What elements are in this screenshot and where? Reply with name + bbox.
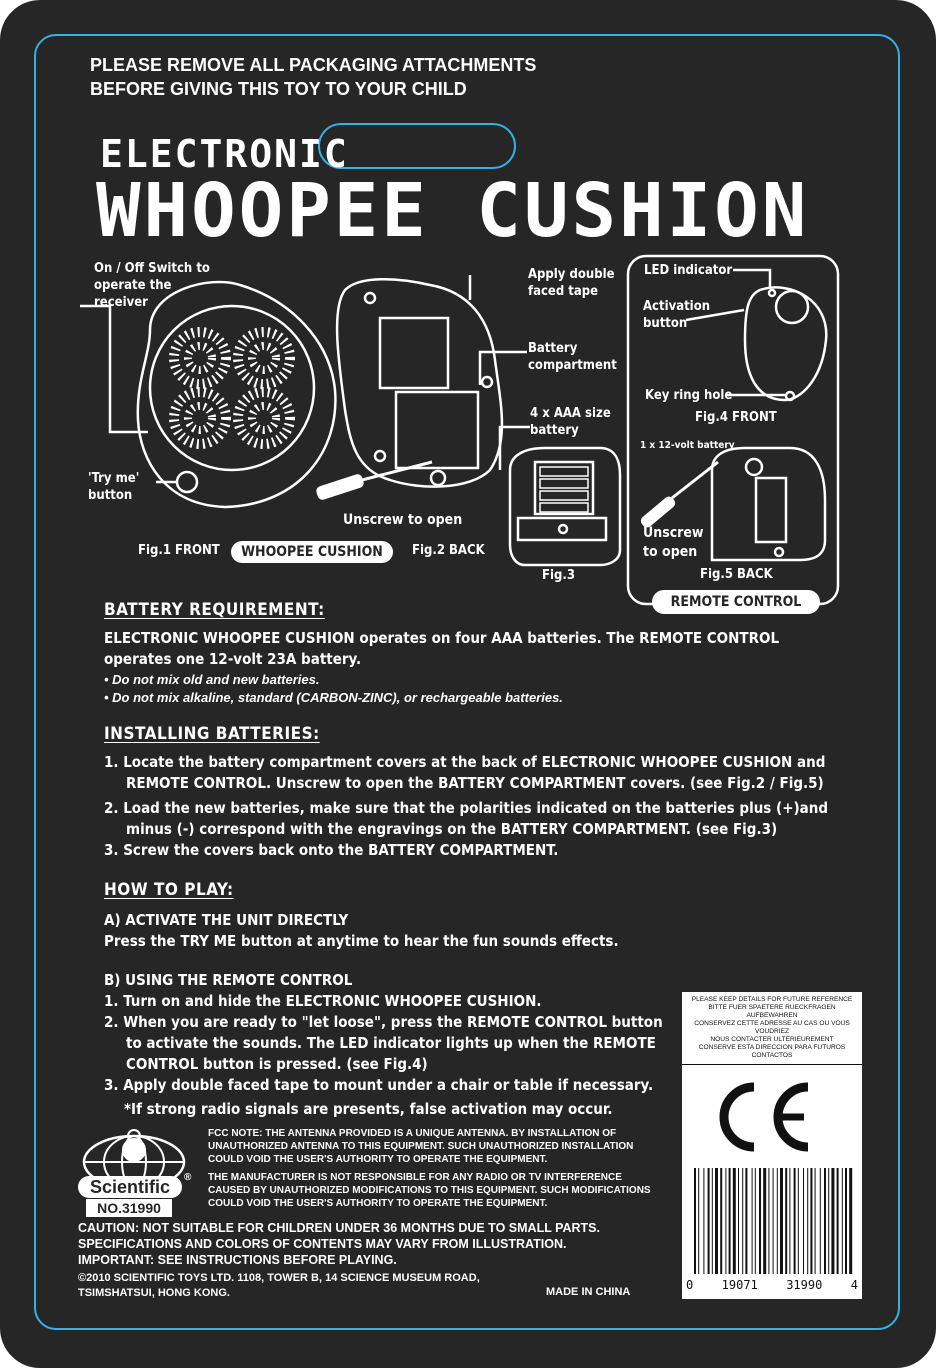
barcode-bar: [810, 1168, 812, 1274]
unscrew-label: Unscrew to open: [343, 512, 463, 528]
tape-label: Apply double faced tape: [528, 267, 615, 299]
keep-line: PLEASE KEEP DETAILS FOR FUTURE REFERENCE: [691, 996, 853, 1003]
battery-requirement-text: ELECTRONIC WHOOPEE CUSHION operates on four AAA batteries. The REMOTE CONTROL operates one 12-volt 23A battery.: [104, 629, 780, 668]
barcode-bar: [725, 1168, 726, 1274]
installing-steps: [104, 752, 839, 861]
barcode-bar: [738, 1168, 739, 1274]
barcode-bar: [752, 1168, 753, 1274]
copyright-line: ©2010 SCIENTIFIC TOYS LTD. 1108, TOWER B, 14 SCIENCE MUSEUM ROAD,: [78, 1272, 480, 1284]
barcode-digit: 31990: [786, 1278, 823, 1292]
caution-line: SPECIFICATIONS AND COLORS OF CONTENTS MAY VARY FROM ILLUSTRATION.: [78, 1237, 567, 1251]
caution-block: [78, 1220, 678, 1268]
battery-fig3-outline: [510, 448, 620, 565]
barcode-bar: [733, 1168, 736, 1274]
barcode-bar: [773, 1168, 774, 1274]
remote-step: 3. Apply double faced tape to mount under a chair or table if necessary.: [104, 1076, 654, 1094]
manufacturer-note: THE MANUFACTURER IS NOT RESPONSIBLE FOR ANY RADIO OR TV INTERFERENCE CAUSED BY UNAUTHORIZED MODIFICATIONS TO THIS EQUIPMENT. SUCH MODIFICATIONS COULD VOID THE USER'S AUTHORITY TO OPERATE THE EQUIPMENT.: [208, 1172, 651, 1209]
install-step: 2. Load the new batteries, make sure that the polarities indicated on the batteries plus (+)and minus (-) correspond with the engravings on the BATTERY COMPARTMENT. (see Fig.3): [104, 799, 829, 838]
barcode-bar: [755, 1168, 756, 1274]
made-in-china: MADE IN CHINA: [546, 1286, 631, 1298]
battery-warning-1: • Do not mix old and new batteries.: [104, 672, 320, 687]
caution-line: CAUTION: NOT SUITABLE FOR CHILDREN UNDER 36 MONTHS DUE TO SMALL PARTS.: [78, 1221, 600, 1235]
brand-name: Scientific: [78, 1176, 182, 1198]
installing-heading: INSTALLING BATTERIES:: [104, 724, 320, 744]
title-electronic: ELECTRONIC: [100, 132, 349, 176]
false-activation-note: *If strong radio signals are presents, false activation may occur.: [124, 1100, 613, 1118]
barcode-bar: [759, 1168, 761, 1274]
speaker-dots: [174, 332, 290, 444]
key-ring-hole-label: Key ring hole: [645, 388, 733, 403]
registered-mark: ®: [184, 1172, 192, 1183]
fig4-label: Fig.4 FRONT: [695, 410, 777, 425]
speaker-grille-ring: [150, 306, 314, 470]
barcode-bar: [815, 1168, 816, 1274]
barcode-bar: [837, 1168, 839, 1274]
barcode-bar: [785, 1168, 787, 1274]
barcode-bar: [842, 1168, 843, 1274]
barcode-bar: [703, 1168, 704, 1274]
battery-cover: [396, 392, 478, 468]
battery-warning-2: • Do not mix alkaline, standard (CARBON-ZINC), or rechargeable batteries.: [104, 690, 563, 705]
barcode-bar: [828, 1168, 829, 1274]
barcode-digit: 0: [686, 1278, 694, 1292]
twelve-volt-battery: [756, 478, 786, 542]
keep-details-notice: [682, 992, 862, 1065]
copyright-block: [78, 1271, 480, 1301]
barcode: [682, 1160, 862, 1290]
remote-step: 1. Turn on and hide the ELECTRONIC WHOOPEE CUSHION.: [104, 992, 542, 1010]
activation-button-label: Activation button: [643, 299, 711, 331]
caution-line: IMPORTANT: SEE INSTRUCTIONS BEFORE PLAYING.: [78, 1253, 397, 1267]
barcode-digits: [686, 1278, 858, 1292]
barcode-bar: [849, 1168, 852, 1274]
barcode-bar: [763, 1168, 766, 1274]
keep-line: CONSERVEZ CETTE ADRESSE AU CAS OU VOUS VOUDRIEZ: [694, 1020, 850, 1035]
packaging-warning-line2: BEFORE GIVING THIS TOY TO YOUR CHILD: [90, 79, 467, 99]
activation-button-outline: [776, 291, 808, 323]
barcode-bar: [820, 1168, 821, 1274]
ce-mark-icon: [682, 1065, 862, 1169]
install-step: 3. Screw the covers back onto the BATTERY COMPARTMENT.: [104, 841, 559, 859]
keep-line: CONSERVE ESTA DIRECCION PARA FUTUROS CONTACTOS: [698, 1044, 846, 1059]
barcode-bar: [777, 1168, 778, 1274]
how-to-play-heading: HOW TO PLAY:: [104, 880, 234, 900]
copyright-line: TSIMSHATSUI, HONG KONG.: [78, 1287, 230, 1299]
twelve-volt-label: 1 x 12-volt battery: [640, 440, 735, 451]
battery-requirement-heading: BATTERY REQUIREMENT:: [104, 600, 325, 620]
barcode-bar: [807, 1168, 808, 1274]
aaa-battery-label: 4 x AAA size battery: [530, 406, 611, 438]
activate-directly-title: A) ACTIVATE THE UNIT DIRECTLY: [104, 911, 349, 929]
remote-control-title: B) USING THE REMOTE CONTROL: [104, 971, 353, 989]
cushion-front-outline: [138, 282, 336, 507]
barcode-bar: [824, 1168, 826, 1274]
barcode-bar: [831, 1168, 834, 1274]
barcode-digit: 19071: [721, 1278, 758, 1292]
screwdriver-icon: [639, 462, 718, 529]
packaging-warning-line1: PLEASE REMOVE ALL PACKAGING ATTACHMENTS: [90, 55, 537, 75]
barcode-bar: [845, 1168, 847, 1274]
model-number: NO.31990: [86, 1199, 172, 1217]
led-indicator-label: LED indicator: [644, 263, 733, 278]
info-panel: [682, 992, 862, 1299]
barcode-digit: 4: [850, 1278, 858, 1292]
whoopee-cushion-badge: WHOOPEE CUSHION: [231, 541, 393, 563]
barcode-bar: [698, 1168, 699, 1274]
barcode-bar: [798, 1168, 799, 1274]
try-me-button-icon: [177, 472, 197, 492]
try-me-label: 'Try me' button: [88, 471, 140, 503]
barcode-bar: [712, 1168, 713, 1274]
keep-line: BITTE FUER SPAETERE RUECKFRAGEN AUFBEWAHREN: [708, 1004, 836, 1019]
barcode-bar: [715, 1168, 718, 1274]
cover-screw: [431, 471, 445, 485]
onoff-switch-label: On / Off Switch to operate the receiver: [94, 261, 210, 310]
keep-line: NOUS CONTACTER ULTERIEUREMENT: [710, 1036, 834, 1043]
barcode-bar: [803, 1168, 804, 1274]
fcc-note: FCC NOTE: THE ANTENNA PROVIDED IS A UNIQUE ANTENNA. BY INSTALLATION OF UNAUTHORIZED ANTENNA TO THIS EQUIPMENT. SUCH UNAUTHORIZED INSTALLATION COULD VOID THE USER'S AUTHORITY TO OPERATE THE EQUIPMENT.: [208, 1128, 634, 1165]
unscrew-remote-label: Unscrew to open: [643, 525, 704, 560]
battery-compartment-label: Battery compartment: [528, 341, 617, 373]
remote-steps: [104, 991, 664, 1096]
barcode-bar: [720, 1168, 722, 1274]
fig2-label: Fig.2 BACK: [412, 543, 485, 558]
barcode-bar: [780, 1168, 783, 1274]
barcode-bar: [742, 1168, 743, 1274]
screwdriver-icon: [315, 462, 432, 501]
barcode-bar: [745, 1168, 747, 1274]
fig5-label: Fig.5 BACK: [700, 567, 773, 582]
title-whoopee-cushion: WHOOPEE CUSHION: [96, 168, 810, 254]
barcode-bar: [729, 1168, 731, 1274]
install-step: 1. Locate the battery compartment covers at the back of ELECTRONIC WHOOPEE CUSHION and REMOTE CONTROL. Unscrew to open the BATTERY COMPARTMENT covers. (see Fig.2 / Fig.5): [104, 753, 826, 792]
remote-front-outline: [745, 287, 826, 400]
remote-step: 2. When you are ready to "let loose", press the REMOTE CONTROL button to activate the sounds. The LED indicator lights up when the REMOTE CONTROL button is pressed. (see Fig.4): [104, 1013, 663, 1073]
barcode-bar: [708, 1168, 710, 1274]
barcode-bar: [794, 1168, 796, 1274]
fig1-label: Fig.1 FRONT: [138, 543, 220, 558]
barcode-bar: [789, 1168, 790, 1274]
activate-directly-text: Press the TRY ME button at anytime to hear the fun sounds effects.: [104, 932, 619, 950]
barcode-bar: [694, 1168, 696, 1274]
tape-area: [380, 318, 448, 388]
remote-control-badge: REMOTE CONTROL: [652, 590, 820, 614]
fig3-label: Fig.3: [542, 568, 575, 583]
barcode-bar: [768, 1168, 769, 1274]
